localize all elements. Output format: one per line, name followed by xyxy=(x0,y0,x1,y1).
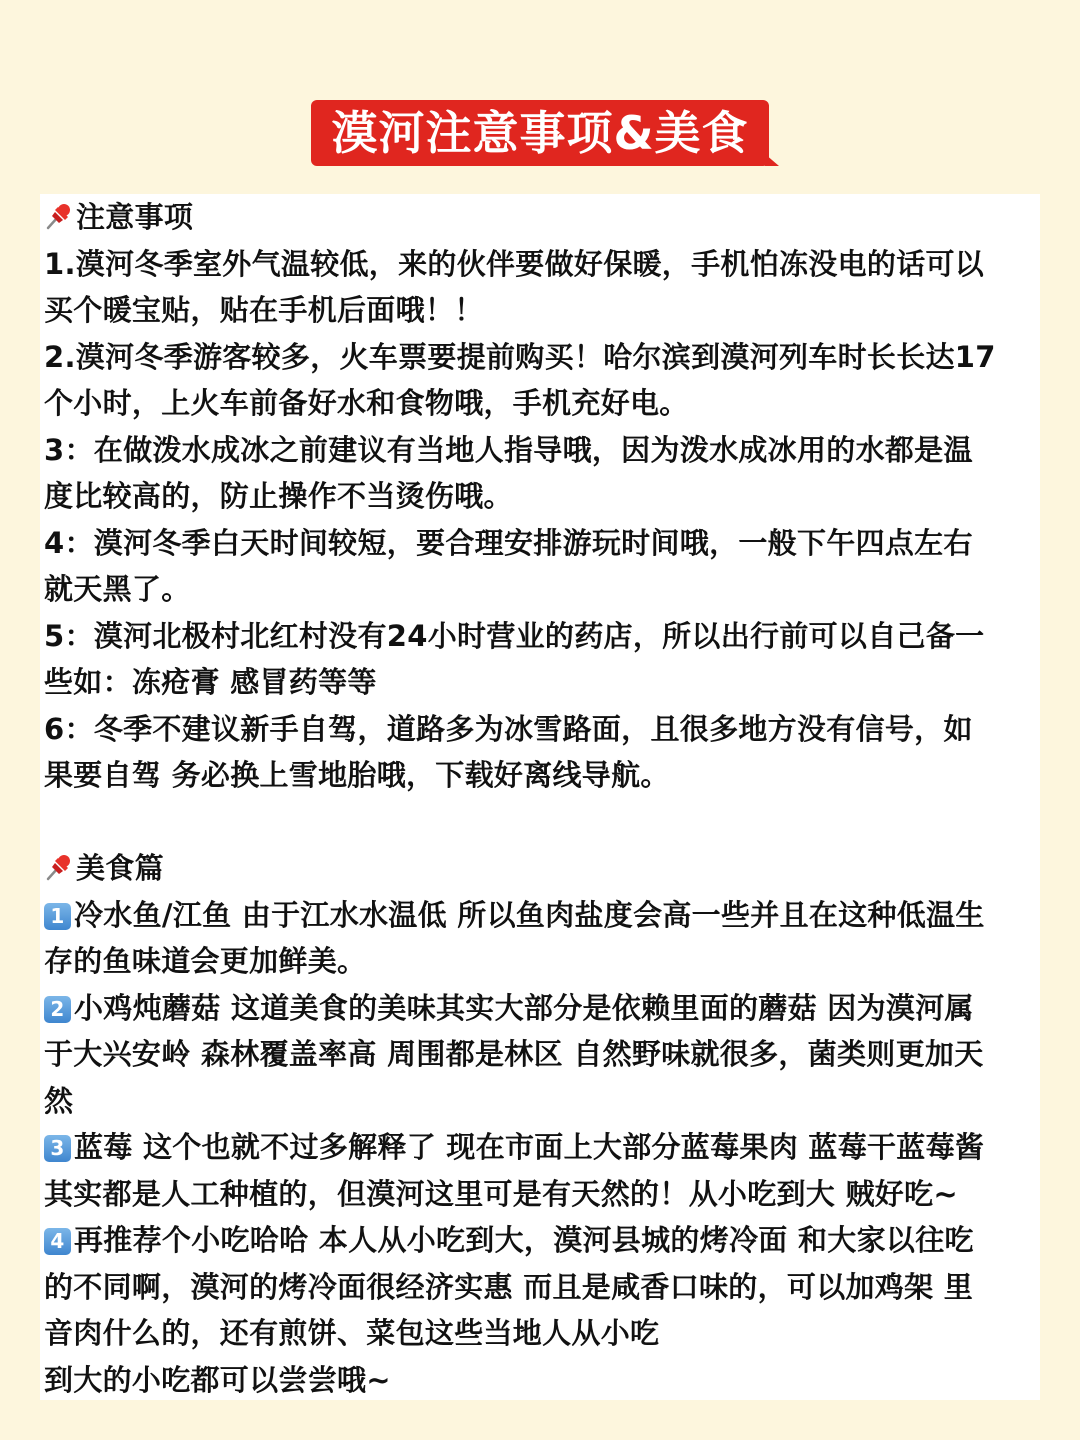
notes-line: 度比较高的，防止操作不当烫伤哦。 xyxy=(44,479,513,513)
title-badge xyxy=(311,100,768,166)
pushpin-icon xyxy=(44,852,74,882)
notes-line: 果要自驾 务必换上雪地胎哦，下载好离线导航。 xyxy=(44,758,670,792)
keycap-4-icon: 4 xyxy=(44,1228,71,1255)
notes-line: 6：冬季不建议新手自驾，道路多为冰雪路面，且很多地方没有信号，如 xyxy=(44,711,973,746)
page-title: 漠河注意事项&美食 xyxy=(331,106,749,160)
food-item-line: 其实都是人工种植的，但漠河这里可是有天然的！从小吃到大 贼好吃~ xyxy=(44,1176,958,1211)
notes-line: 2.漠河冬季游客较多，火车票要提前购买！哈尔滨到漠河列车时长长达17 xyxy=(44,339,996,374)
food-heading-row xyxy=(44,845,1040,892)
food-item-1 xyxy=(44,892,1040,939)
food-item-text: 蓝莓 这个也就不过多解释了 现在市面上大部分蓝莓果肉 蓝莓干蓝莓酱 xyxy=(74,1130,985,1164)
food-item-text: 小鸡炖蘑菇 这道美食的美味其实大部分是依赖里面的蘑菇 因为漠河属 xyxy=(74,990,974,1025)
food-heading: 美食篇 xyxy=(76,851,164,885)
food-item-line: 音肉什么的，还有煎饼、菜包这些当地人从小吃 xyxy=(44,1316,660,1350)
food-item-text: 冷水鱼/江鱼 由于江水水温低 所以鱼肉盐度会高一些并且在这种低温生 xyxy=(74,897,985,932)
food-item-4 xyxy=(44,1217,1040,1264)
food-item-line: 然 xyxy=(44,1083,74,1118)
food-item-2 xyxy=(44,985,1040,1032)
notes-heading-row xyxy=(44,194,1040,241)
keycap-2-icon: 2 xyxy=(44,996,71,1023)
food-item-line: 存的鱼味道会更加鲜美。 xyxy=(44,944,367,978)
keycap-1-icon: 1 xyxy=(44,903,71,930)
section-spacer xyxy=(44,799,1040,846)
notes-line: 个小时，上火车前备好水和食物哦，手机充好电。 xyxy=(44,386,689,420)
title-area xyxy=(0,100,1080,172)
notes-line: 就天黑了。 xyxy=(44,572,191,606)
notes-heading: 注意事项 xyxy=(76,200,194,234)
notes-line: 1.漠河冬季室外气温较低，来的伙伴要做好保暖，手机怕冻没电的话可以 xyxy=(44,246,985,281)
notes-line: 买个暖宝贴，贴在手机后面哦！！ xyxy=(44,293,484,327)
keycap-3-icon: 3 xyxy=(44,1135,71,1162)
notes-line: 3：在做泼水成冰之前建议有当地人指导哦，因为泼水成冰用的水都是温 xyxy=(44,432,973,467)
food-item-text: 再推荐个小吃哈哈 本人从小吃到大，漠河县城的烤冷面 和大家以往吃 xyxy=(74,1223,974,1257)
title-badge-tail xyxy=(765,154,779,166)
content-body xyxy=(44,194,1040,1403)
notes-line: 4：漠河冬季白天时间较短，要合理安排游玩时间哦，一般下午四点左右 xyxy=(44,525,973,560)
notes-line: 些如：冻疮膏 感冒药等等 xyxy=(44,665,377,699)
food-item-3 xyxy=(44,1124,1040,1171)
food-item-line: 的不同啊，漠河的烤冷面很经济实惠 而且是咸香口味的，可以加鸡架 里 xyxy=(44,1269,974,1304)
content-card xyxy=(40,194,1040,1400)
food-item-line: 到大的小吃都可以尝尝哦~ xyxy=(44,1362,391,1397)
notes-line: 5：漠河北极村北红村没有24小时营业的药店，所以出行前可以自己备一 xyxy=(44,618,985,653)
pushpin-icon xyxy=(44,201,74,231)
food-item-line: 于大兴安岭 森林覆盖率高 周围都是林区 自然野味就很多，菌类则更加天 xyxy=(44,1037,984,1071)
